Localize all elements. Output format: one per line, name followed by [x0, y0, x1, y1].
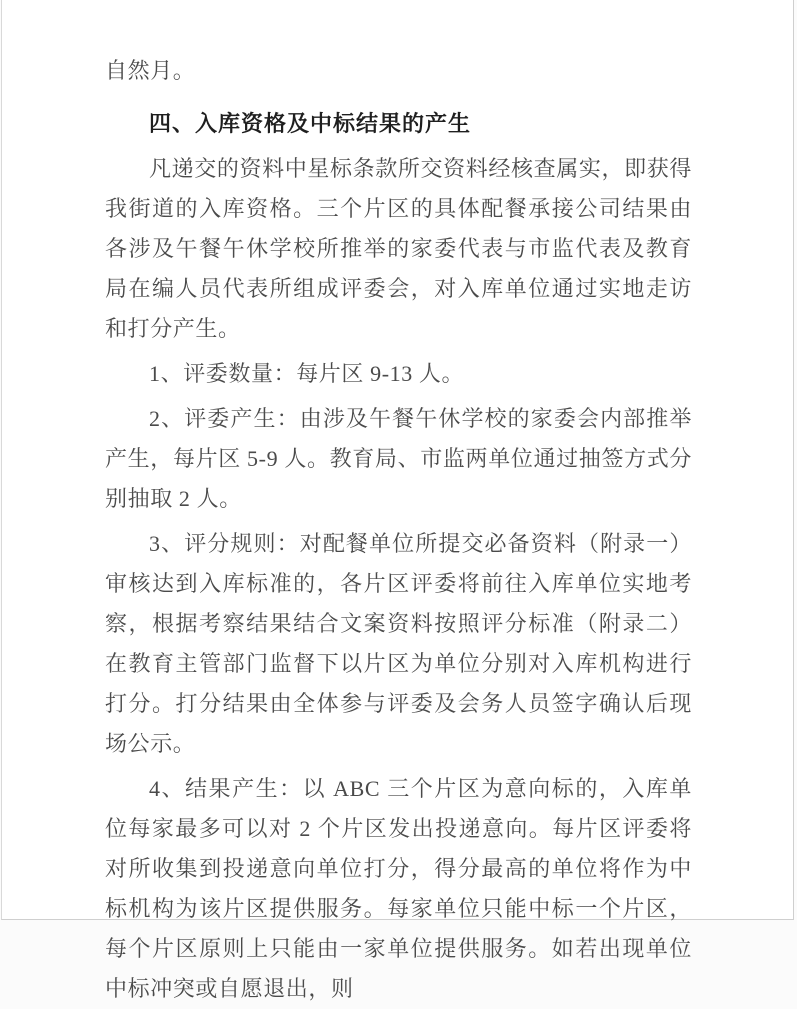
- paragraph-continuation: 自然月。: [105, 58, 196, 83]
- list-item-4: 4、结果产生：以 ABC 三个片区为意向标的，入库单位每家最多可以对 2 个片区发出投递意向。每片区评委将对所收集到投递意向单位打分，得分最高的单位将作为中标机构为该片区提供服务。每家单位只能中标一个片区，每个片区原则上只能由一家单位提供服务。如若出现单位中标冲突或自愿退出，则: [105, 776, 692, 1001]
- document-body: [2, 0, 793, 1009]
- section-heading: 四、入库资格及中标结果的产生: [149, 111, 472, 136]
- list-item-2: 2、评委产生：由涉及午餐午休学校的家委会内部推举产生，每片区 5-9 人。教育局、市监两单位通过抽签方式分别抽取 2 人。: [105, 406, 692, 511]
- list-item-3: 3、评分规则：对配餐单位所提交必备资料（附录一）审核达到入库标准的，各片区评委将前往入库单位实地考察，根据考察结果结合文案资料按照评分标准（附录二）在教育主管部门监督下以片区为单位分别对入库机构进行打分。打分结果由全体参与评委及会务人员签字确认后现场公示。: [105, 531, 692, 756]
- document-page: [1, 0, 794, 1001]
- list-item-1: 1、评委数量：每片区 9-13 人。: [149, 361, 465, 386]
- paragraph-intro: 凡递交的资料中星标条款所交资料经核查属实，即获得我街道的入库资格。三个片区的具体配餐承接公司结果由各涉及午餐午休学校所推举的家委代表与市监代表及教育局在编人员代表所组成评委会，对入库单位通过实地走访和打分产生。: [105, 156, 692, 341]
